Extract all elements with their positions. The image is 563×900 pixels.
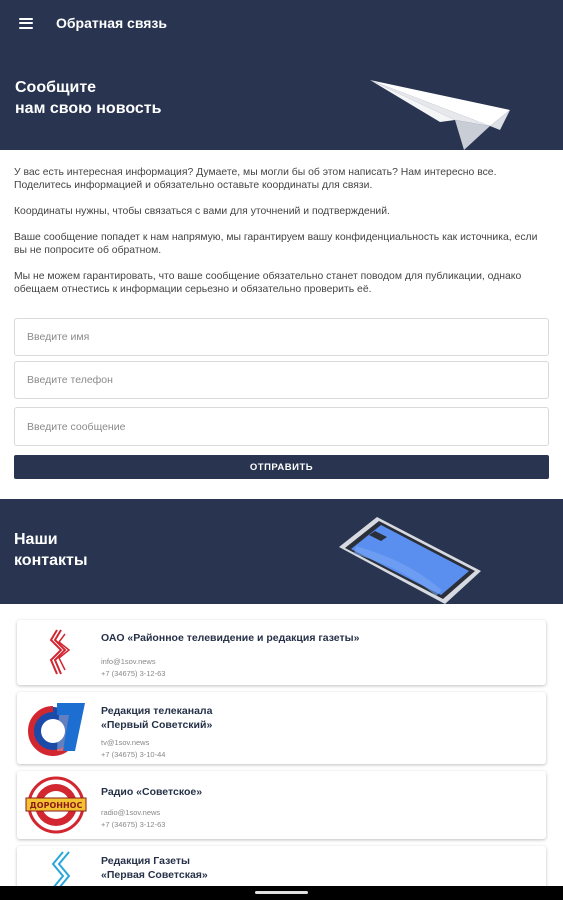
paper-plane-illustration [360, 70, 550, 150]
name-input[interactable] [14, 318, 549, 356]
intro-text [14, 166, 552, 309]
contact-name: ОАО «Районное телевидение и редакция газеты» [101, 632, 360, 644]
blue-chevron-logo-icon [23, 850, 93, 890]
home-gesture-handle[interactable] [255, 891, 308, 894]
hero-title [15, 77, 161, 119]
page-title: Обратная связь [56, 15, 167, 31]
contact-phone: +7 (34675) 3-12-63 [101, 668, 166, 678]
contact-name-line1: Редакция телеканала [101, 705, 213, 717]
intro-paragraph: Мы не можем гарантировать, что ваше сообщение обязательно станет поводом для публикации, однако обещаем отнестись к информации серьезно и обязательно проверить её. [14, 271, 522, 295]
phone-input[interactable] [14, 361, 549, 399]
intro-paragraph: Ваше сообщение попадет к нам напрямую, мы гарантируем вашу конфиденциальность как источника, если вы не попросите об обратном. [14, 232, 538, 256]
contact-info [101, 807, 165, 830]
contact-email: tv@1sov.news [101, 738, 150, 747]
contact-phone: +7 (34675) 3-10-44 [101, 749, 166, 759]
contact-name-line2: «Первая Советская» [101, 868, 208, 881]
message-input[interactable] [14, 407, 549, 446]
app-bar [0, 0, 563, 46]
hero-title-line2: нам свою новость [15, 100, 162, 117]
contact-phone: +7 (34675) 3-12-63 [101, 819, 166, 829]
red-stripes-logo-icon [23, 626, 93, 678]
news-hero-banner [0, 46, 563, 150]
contact-name [101, 705, 212, 732]
hamburger-menu-icon [19, 18, 33, 29]
channel-one-logo-icon [23, 697, 93, 759]
contact-name-line2: «Первый Советский» [101, 718, 213, 731]
contact-card-tv-channel[interactable] [17, 692, 546, 764]
contacts-title-line1: Наши [14, 531, 58, 548]
menu-button[interactable] [0, 0, 52, 46]
contacts-title [14, 529, 87, 571]
contact-name-line1: Редакция Газеты [101, 855, 190, 867]
contact-card-tv-newspaper[interactable] [17, 620, 546, 685]
contact-info [101, 656, 165, 679]
hero-title-line1: Сообщите [15, 79, 97, 96]
contacts-hero-banner [0, 499, 563, 604]
contact-name: Радио «Советское» [101, 786, 203, 798]
smartphone-illustration [335, 509, 495, 604]
radio-logo-text: ДОРОННОС [29, 801, 83, 810]
contacts-title-line2: контакты [14, 552, 88, 569]
contact-info [101, 737, 165, 760]
intro-paragraph: Координаты нужны, чтобы связаться с вами для уточнений и подтверждений. [14, 206, 390, 217]
radio-doronnos-logo-icon [23, 776, 93, 834]
intro-paragraph: У вас есть интересная информация? Думаете, мы могли бы об этом написать? Нам интересно все. Поделитесь информацией и обязательно оставьте координаты для связи. [14, 167, 497, 191]
system-navigation-bar [0, 886, 563, 900]
contact-name [101, 855, 208, 882]
contact-email: radio@1sov.news [101, 808, 161, 817]
submit-button[interactable]: ОТПРАВИТЬ [14, 455, 549, 479]
contact-email: info@1sov.news [101, 657, 156, 666]
contact-card-radio[interactable] [17, 771, 546, 839]
